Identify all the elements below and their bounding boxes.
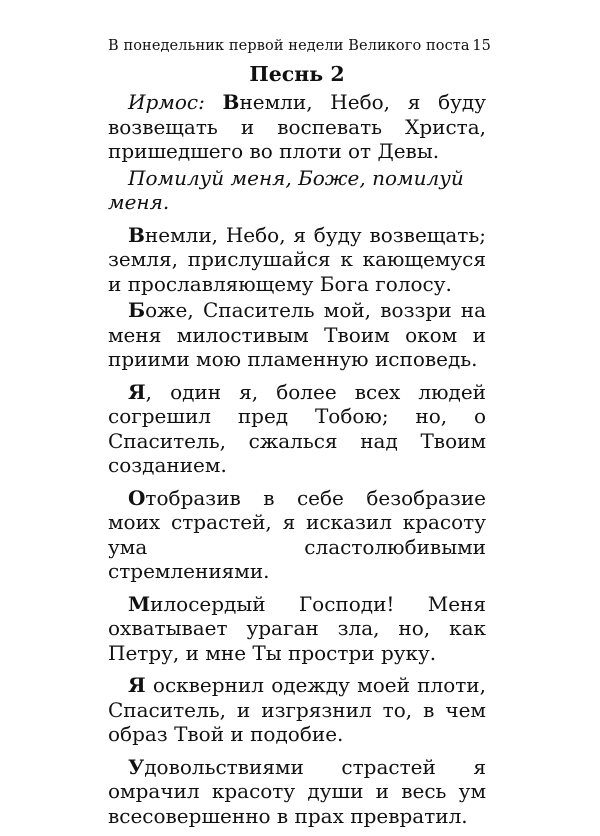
verse-initial: О xyxy=(128,485,146,510)
verse-paragraph xyxy=(108,592,486,666)
verse-paragraph xyxy=(108,223,486,297)
verse-initial: М xyxy=(128,591,151,616)
verse-paragraph xyxy=(108,298,486,372)
verse-initial: В xyxy=(128,222,145,247)
verse-text: осквернил одежду моей плоти, Спаситель, и изгрязнил то, в чем образ Твой и подобие. xyxy=(108,673,486,746)
verse-initial: У xyxy=(128,754,145,779)
verse-paragraph xyxy=(108,673,486,747)
book-page xyxy=(108,38,491,836)
verse-text: оже, Спаситель мой, воззри на меня милостивым Твоим оком и приими мою пламенную исповедь. xyxy=(108,298,486,371)
verse-initial: Я xyxy=(128,379,146,404)
verse-text: немли, Небо, я буду возвещать; земля, прислушайся к кающемуся и прославляющему Бога голосу. xyxy=(108,222,486,296)
running-title: В понедельник первой недели Великого поста xyxy=(108,38,470,54)
verse-paragraph xyxy=(108,380,486,478)
verse-initial: Б xyxy=(128,298,146,322)
running-header xyxy=(108,38,491,54)
page-number: 15 xyxy=(472,38,491,54)
irmos-initial: В xyxy=(222,90,240,114)
irmos-label: Ирмос: xyxy=(128,90,205,114)
verse-text: довольствиями страстей я омрачил красоту души и весь ум всесовершенно в прах превратил. xyxy=(108,754,486,828)
section-heading: Песнь 2 xyxy=(249,62,345,86)
verse-paragraph xyxy=(108,486,486,584)
verse-text: илосердый Господи! Меня охватывает ураган зла, но, как Петру, и мне Ты простри руку. xyxy=(108,591,486,665)
verse-paragraph xyxy=(108,755,486,829)
irmos-text: немли, Небо, я буду возвещать и воспевать Христа, пришедшего во плоти от Девы. xyxy=(108,90,486,163)
irmos-paragraph xyxy=(108,90,486,164)
verse-initial: Я xyxy=(128,673,146,697)
verse-text: тобразив в себе безобразие моих страстей, я исказил красоту ума сластолюбивыми стремлениями. xyxy=(108,485,486,583)
verse-text: , один я, более всех людей согрешил пред Тобою; но, о Спаситель, сжалься над Твоим созданием. xyxy=(108,379,486,477)
refrain: Помилуй меня, Боже, помилуй меня. xyxy=(108,165,464,214)
